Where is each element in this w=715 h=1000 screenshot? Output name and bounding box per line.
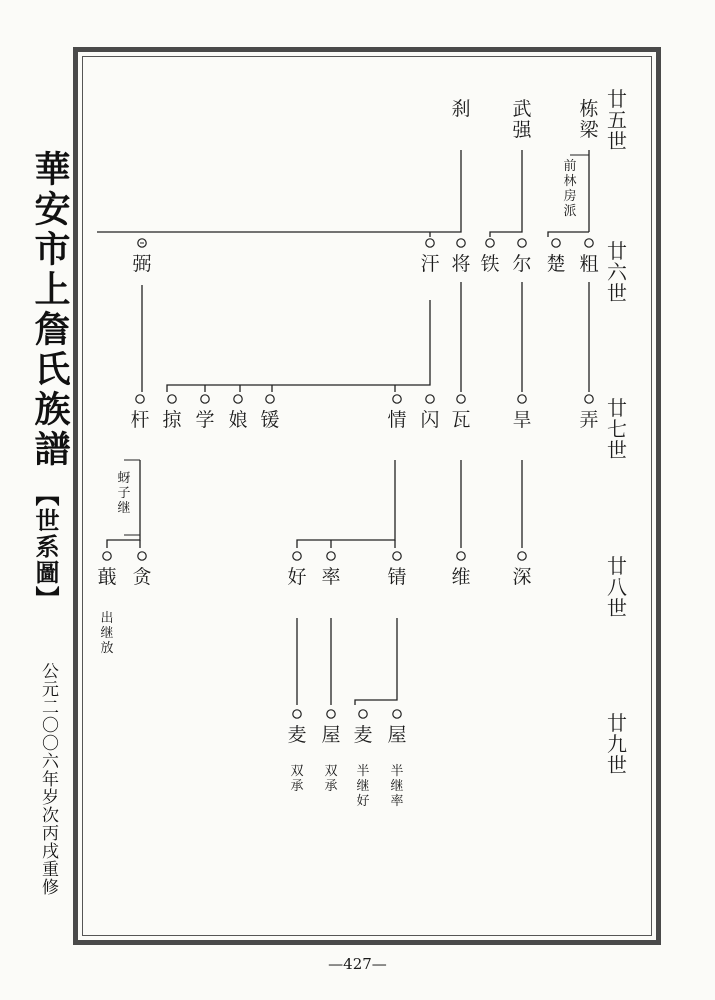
person-lue: 掠 — [162, 409, 182, 431]
person-xue: 学 — [195, 409, 215, 431]
node-circle-yuan — [266, 395, 274, 403]
node-circle-ji — [103, 552, 111, 560]
person-niang: 娘 — [228, 409, 248, 431]
section-label: 【世系圖】 — [31, 482, 60, 612]
node-circle-lv — [327, 552, 335, 560]
note-ban-ji-lv: 半继率 — [390, 764, 404, 809]
person-wuqiang: 武强 — [512, 98, 532, 141]
person-ji: 蕺 — [97, 566, 117, 588]
person-dongliang: 栋梁 — [579, 98, 599, 141]
node-circle-shan — [426, 395, 434, 403]
node-circle-tan — [138, 552, 146, 560]
line-han-ticks — [205, 385, 395, 392]
person-mai2: 麦 — [287, 724, 307, 746]
note-brackets — [124, 155, 589, 535]
line-qing-children — [297, 460, 395, 548]
node-circle-mai2 — [293, 710, 301, 718]
person-nong: 弄 — [579, 409, 599, 431]
person-gan: 杆 — [130, 409, 150, 431]
node-circle-wu1 — [393, 710, 401, 718]
person-mai1: 麦 — [353, 724, 373, 746]
node-circle-wei — [457, 552, 465, 560]
node-circle-nong — [585, 395, 593, 403]
generation-label-g27: 廿七世 — [607, 396, 627, 462]
person-han2: 旱 — [512, 409, 532, 431]
node-circle-mai1 — [359, 710, 367, 718]
node-circle-hao — [293, 552, 301, 560]
generation-label-g26: 廿六世 — [607, 239, 627, 305]
node-circle-jing — [393, 552, 401, 560]
node-circle-tie — [486, 239, 494, 247]
person-shan: 闪 — [420, 409, 440, 431]
person-bi: 弼 — [132, 253, 152, 275]
person-wa: 瓦 — [451, 409, 471, 431]
person-wu1: 屋 — [387, 724, 407, 746]
line-jing-children — [355, 618, 397, 705]
person-cu: 粗 — [579, 253, 599, 275]
page-number: —427— — [328, 955, 387, 973]
note-chuji: 出继放 — [100, 611, 114, 656]
node-circle-wa — [457, 395, 465, 403]
node-circle-wu2 — [327, 710, 335, 718]
person-jiang: 将 — [451, 253, 471, 275]
note-shuang-cheng-1: 双承 — [290, 764, 304, 794]
person-han: 汗 — [420, 253, 440, 275]
person-chu: 楚 — [546, 253, 566, 275]
repair-note: 公元二〇〇六年岁次丙戌重修 — [38, 662, 58, 896]
node-circle-lue — [168, 395, 176, 403]
node-circle-chu — [552, 239, 560, 247]
node-circle-shen — [518, 552, 526, 560]
note-qianlin: 前林房派 — [563, 159, 577, 219]
node-circle-jiang — [457, 239, 465, 247]
person-qing: 情 — [387, 409, 407, 431]
note-ban-ji-hao: 半继好 — [356, 764, 370, 809]
node-circle-er — [518, 239, 526, 247]
generation-label-g28: 廿八世 — [607, 554, 627, 620]
line-dongliang-branch — [548, 232, 589, 237]
person-jing: 锖 — [387, 566, 407, 588]
person-tie: 铁 — [480, 253, 500, 275]
note-shuang-cheng-2: 双承 — [324, 764, 338, 794]
node-circle-qing — [393, 395, 401, 403]
node-circle-han — [426, 239, 434, 247]
person-yuan: 锾 — [260, 409, 280, 431]
person-lv: 率 — [321, 566, 341, 588]
line-qing-ticks — [331, 540, 395, 548]
line-han-children — [167, 300, 430, 392]
generation-label-g25: 廿五世 — [607, 87, 627, 153]
tree-nodes — [97, 98, 599, 746]
person-sha: 刹 — [451, 98, 471, 120]
node-circle-gan — [136, 395, 144, 403]
line-wuqiang — [490, 150, 522, 237]
node-circle-han2 — [518, 395, 526, 403]
book-title: 華安市上詹氏族譜 — [29, 150, 71, 470]
node-circle-niang — [234, 395, 242, 403]
person-wei: 维 — [451, 566, 471, 588]
person-er: 尔 — [512, 253, 532, 275]
person-shen: 深 — [512, 566, 532, 588]
note-yizi: 蚜子继 — [117, 471, 131, 516]
person-hao: 好 — [287, 566, 307, 588]
line-sha — [97, 150, 461, 232]
generation-label-g29: 廿九世 — [607, 711, 627, 777]
node-circle-xue — [201, 395, 209, 403]
node-circle-cu — [585, 239, 593, 247]
person-wu2: 屋 — [321, 724, 341, 746]
person-tan: 贪 — [132, 566, 152, 588]
